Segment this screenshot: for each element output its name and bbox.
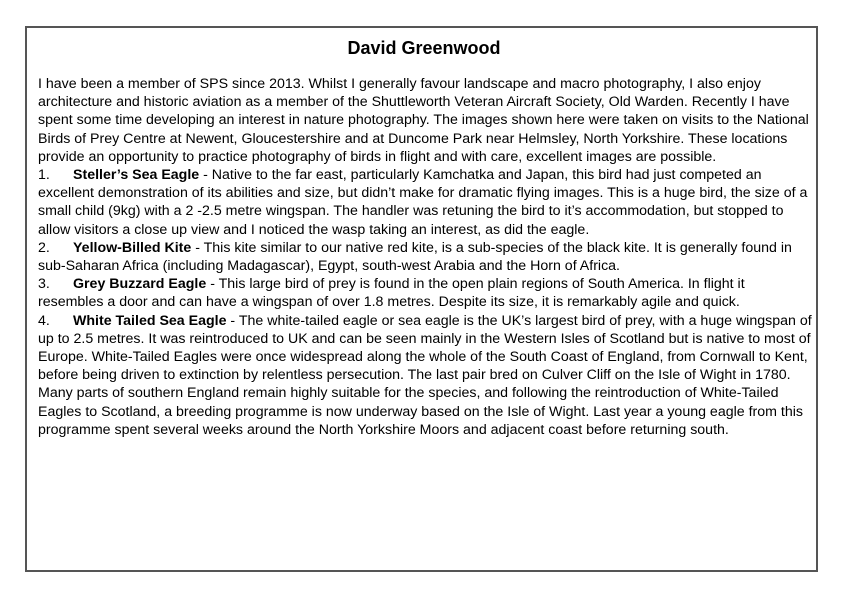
list-item (38, 239, 813, 275)
list-item (38, 166, 813, 239)
item-number: 2. (38, 239, 50, 256)
item-number: 3. (38, 276, 50, 293)
item-number: 4. (38, 312, 50, 329)
item-name: Grey Buzzard Eagle (73, 276, 207, 293)
item-description: - This kite similar to our native red kite, is a sub-species of the black kite. It is generally found in sub-Saharan Africa (including Madagascar), Egypt, south-west Arabia and the Horn of Africa. (38, 239, 792, 275)
item-name: Yellow-Billed Kite (73, 239, 192, 256)
item-name: White Tailed Sea Eagle (73, 312, 227, 329)
item-description: - Native to the far east, particularly Kamchatka and Japan, this bird had just competed an excellent demonstration of its abilities and size, but didn’t make for dramatic flying images. This is a huge bird, the size of a small child (9kg) with a 2 -2.5 metre wingspan. The handler was retuning the bird to it’s accommodation, but stopped to allow visitors a close up view and I noticed the wasp taking an interest, as did the eagle. (38, 167, 808, 238)
item-description: - This large bird of prey is found in the open plain regions of South America. In flight it resembles a door and can have a wingspan of over 1.8 metres. Despite its size, it is remarkably agile and quick. (38, 276, 745, 311)
document-body (38, 75, 813, 439)
intro-paragraph: I have been a member of SPS since 2013. Whilst I generally favour landscape and macro photography, I also enjoy architecture and historic aviation as a member of the Shuttleworth Veteran Aircraft Society, Old Warden. Recently I have spent some time developing an interest in nature photography. The images shown here were taken on visits to the National Birds of Prey Centre at Newent, Gloucestershire and at Duncome Park near Helmsley, North Yorkshire. These locations provide an opportunity to practice photography of birds in flight and with care, excellent images are possible. (38, 76, 809, 165)
list-item (38, 275, 813, 311)
page-title: David Greenwood (347, 38, 501, 58)
item-description: - The white-tailed eagle or sea eagle is the UK’s largest bird of prey, with a huge wingspan of up to 2.5 metres. It was reintroduced to UK and can be seen mainly in the Western Isles of Scotland but is native to most of Europe. White-Tailed Eagles were once widespread along the whole of the South Coast of England, from Cornwall to Kent, before being driven to extinction by relentless persecution. The last pair bred on Culver Cliff on the Isle of Wight in 1780. Many parts of southern England remain highly suitable for the species, and following the reintroduction of White-Tailed Eagles to Scotland, a breeding programme is now underway based on the Isle of Wight. Last year a young eagle from this programme spent several weeks around the North Yorkshire Moors and adjacent coast before returning south. (38, 312, 812, 438)
item-name: Steller’s Sea Eagle (73, 167, 200, 184)
item-number: 1. (38, 167, 50, 184)
list-item (38, 312, 813, 439)
